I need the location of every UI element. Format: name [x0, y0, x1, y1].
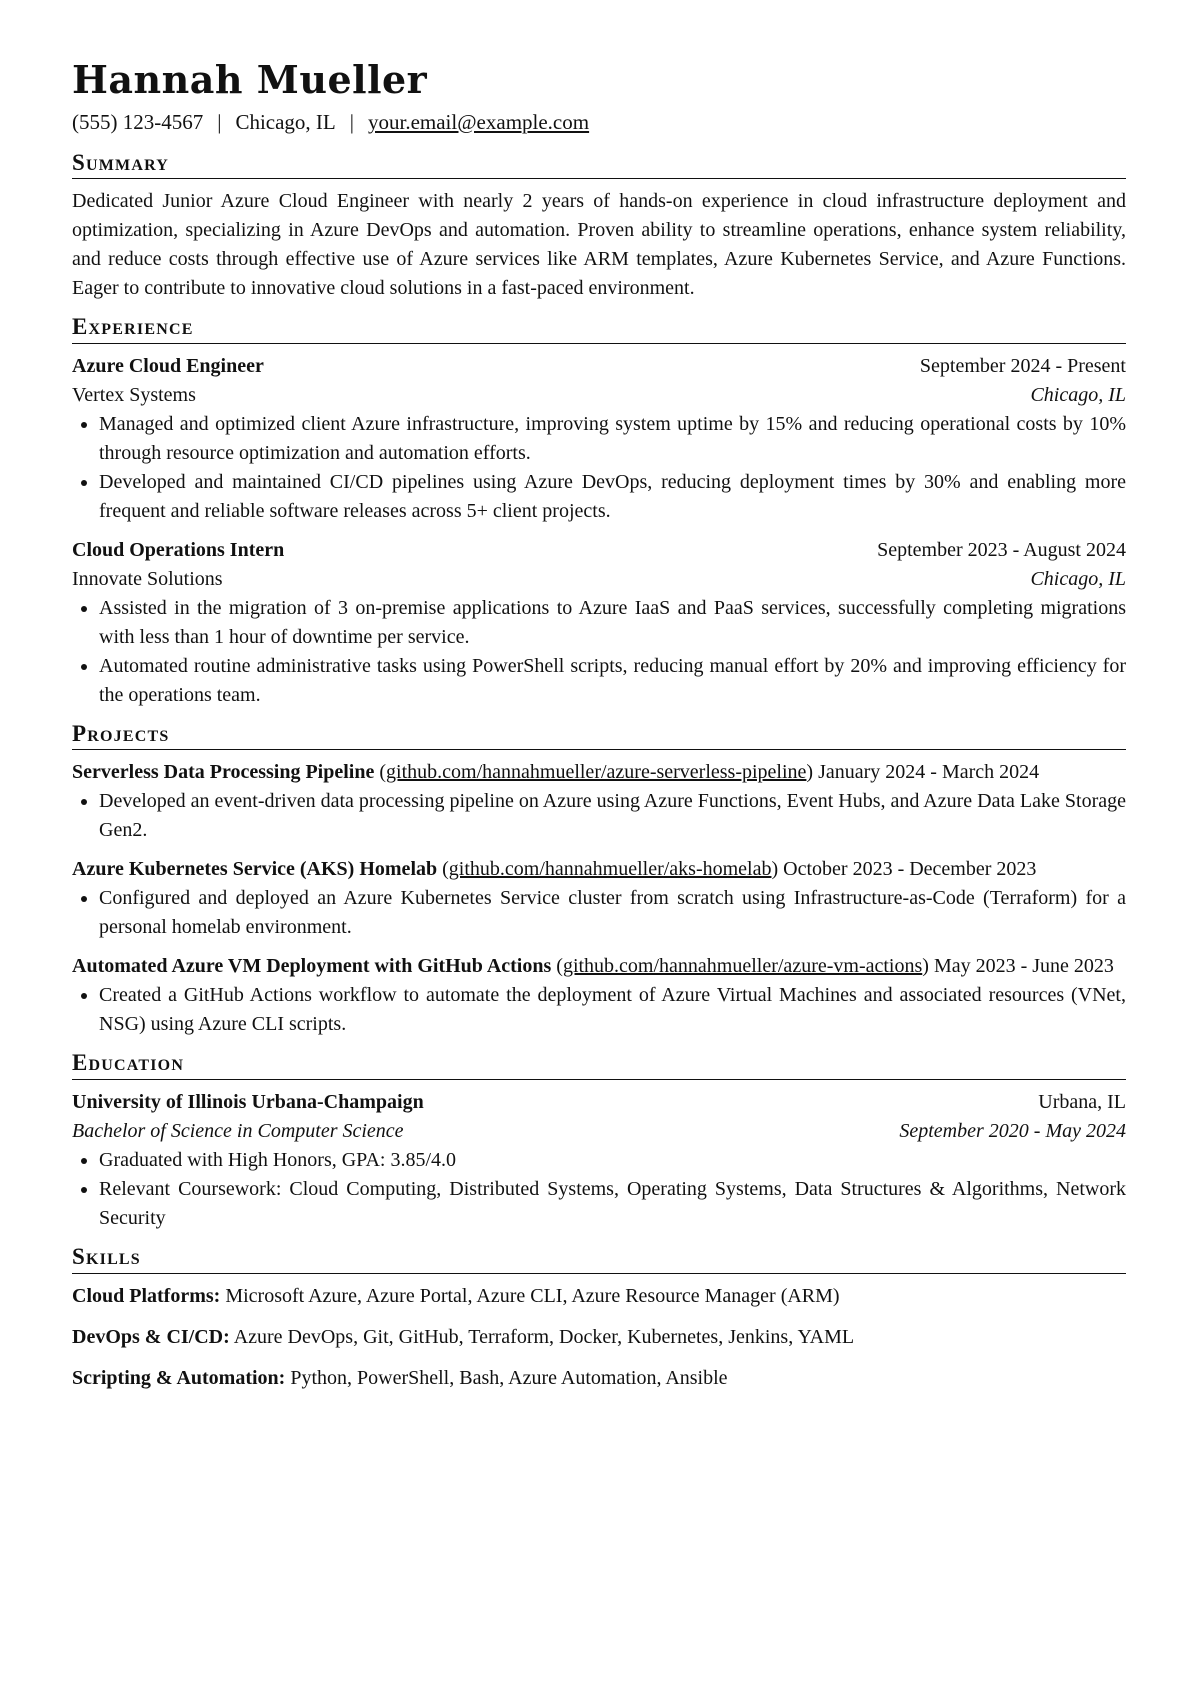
project-dates: January 2024 - March 2024 — [818, 761, 1040, 784]
bullet-item: • Developed and maintained CI/CD pipelines using Azure DevOps, reducing deployment times by 30% and enabling more frequent and reliable software releases across 5+ client projects. — [99, 468, 1126, 526]
section-heading-education: Education — [72, 1049, 1126, 1080]
education-dates: September 2020 - May 2024 — [899, 1120, 1126, 1143]
job-dates: September 2024 - Present — [919, 354, 1126, 377]
job-entry — [72, 352, 1126, 526]
job-role: Azure Cloud Engineer — [72, 354, 264, 377]
job-role: Cloud Operations Intern — [72, 538, 285, 561]
project-dates: October 2023 - December 2023 — [783, 858, 1037, 881]
candidate-name: Hannah Mueller — [72, 57, 428, 102]
email-link[interactable]: your.email@example.com — [367, 109, 590, 134]
skill-label: Scripting & Automation: — [72, 1366, 286, 1389]
project-bullets — [72, 981, 1126, 1039]
contact-separator: | — [349, 109, 354, 134]
bullet-item: • Assisted in the migration of 3 on-premise applications to Azure IaaS and PaaS services, successfully completing migrations with less than 1 hour of downtime per service. — [99, 594, 1126, 652]
project-header: Automated Azure VM Deployment with GitHub Actions (github.com/hannahmueller/azure-vm-actions) May 2023 - June 2023 — [72, 955, 1114, 978]
skill-value: Azure DevOps, Git, GitHub, Terraform, Docker, Kubernetes, Jenkins, YAML — [233, 1325, 855, 1348]
school-name: University of Illinois Urbana-Champaign — [72, 1091, 424, 1114]
bullet-item: • Configured and deployed an Azure Kubernetes Service cluster from scratch using Infrastructure-as-Code (Terraform) for a personal homelab environment. — [99, 884, 1126, 942]
project-entry — [72, 758, 1126, 845]
job-entry — [72, 536, 1126, 710]
project-entry — [72, 855, 1126, 942]
summary-section — [72, 149, 1126, 304]
education-section — [72, 1049, 1126, 1233]
project-dates: May 2023 - June 2023 — [933, 955, 1114, 978]
project-name: Serverless Data Processing Pipeline — [72, 761, 375, 784]
bullet-item: • Managed and optimized client Azure infrastructure, improving system uptime by 15% and reducing operational costs by 10% through resource optimization and automation efforts. — [99, 410, 1126, 468]
skill-line — [72, 1282, 1126, 1311]
contact-separator: | — [217, 109, 222, 134]
skill-line — [72, 1323, 1126, 1352]
project-header: Azure Kubernetes Service (AKS) Homelab (github.com/hannahmueller/aks-homelab) October 2023 - December 2023 — [72, 858, 1037, 881]
skill-line — [72, 1364, 1126, 1393]
job-company: Vertex Systems — [72, 383, 196, 406]
bullet-item: • Automated routine administrative tasks using PowerShell scripts, reducing manual effort by 20% and improving efficiency for the operations team. — [99, 652, 1126, 710]
experience-section — [72, 313, 1126, 710]
project-name: Automated Azure VM Deployment with GitHub Actions — [72, 955, 552, 978]
section-heading-skills: Skills — [72, 1243, 1126, 1274]
phone-number: (555) 123-4567 — [72, 109, 204, 134]
section-heading-summary: Summary — [72, 149, 1126, 180]
job-location: Chicago, IL — [1030, 383, 1126, 406]
project-link[interactable]: github.com/hannahmueller/azure-serverless-pipeline — [386, 761, 807, 784]
education-bullets — [72, 1146, 1126, 1233]
job-dates: September 2023 - August 2024 — [877, 538, 1126, 561]
project-name: Azure Kubernetes Service (AKS) Homelab — [72, 858, 438, 881]
projects-section — [72, 720, 1126, 1040]
skills-section — [72, 1243, 1126, 1393]
bullet-item: • Relevant Coursework: Cloud Computing, Distributed Systems, Operating Systems, Data Structures & Algorithms, Network Security — [99, 1175, 1126, 1233]
section-heading-experience: Experience — [72, 313, 1126, 344]
project-entry — [72, 952, 1126, 1039]
location: Chicago, IL — [235, 109, 336, 134]
contact-line — [72, 110, 1126, 135]
school-location: Urbana, IL — [1038, 1091, 1126, 1114]
project-header: Serverless Data Processing Pipeline (github.com/hannahmueller/azure-serverless-pipeline) January 2024 - March 2024 — [72, 761, 1040, 784]
skill-value: Python, PowerShell, Bash, Azure Automation, Ansible — [290, 1366, 728, 1389]
job-bullets — [72, 410, 1126, 526]
bullet-item: • Developed an event-driven data processing pipeline on Azure using Azure Functions, Event Hubs, and Azure Data Lake Storage Gen2. — [99, 787, 1126, 845]
summary-text: Dedicated Junior Azure Cloud Engineer with nearly 2 years of hands-on experience in cloud infrastructure deployment and optimization, specializing in Azure DevOps and automation. Proven ability to streamline operations, enhance system reliability, and reduce costs through effective use of Azure services like ARM templates, Azure Kubernetes Service, and Azure Functions. Eager to contribute to innovative cloud solutions in a fast-paced environment. — [72, 190, 1126, 300]
skill-value: Microsoft Azure, Azure Portal, Azure CLI, Azure Resource Manager (ARM) — [225, 1284, 840, 1307]
project-link[interactable]: github.com/hannahmueller/aks-homelab — [448, 858, 772, 881]
project-bullets — [72, 884, 1126, 942]
section-heading-projects: Projects — [72, 720, 1126, 751]
degree: Bachelor of Science in Computer Science — [72, 1120, 404, 1143]
job-location: Chicago, IL — [1030, 567, 1126, 590]
project-link[interactable]: github.com/hannahmueller/azure-vm-actions — [562, 955, 923, 978]
job-bullets — [72, 594, 1126, 710]
bullet-item: • Graduated with High Honors, GPA: 3.85/4.0 — [99, 1146, 1126, 1175]
skill-label: DevOps & CI/CD: — [72, 1325, 230, 1348]
skill-label: Cloud Platforms: — [72, 1284, 221, 1307]
job-company: Innovate Solutions — [72, 567, 223, 590]
project-bullets — [72, 787, 1126, 845]
bullet-item: • Created a GitHub Actions workflow to automate the deployment of Azure Virtual Machines and associated resources (VNet, NSG) using Azure CLI scripts. — [99, 981, 1126, 1039]
